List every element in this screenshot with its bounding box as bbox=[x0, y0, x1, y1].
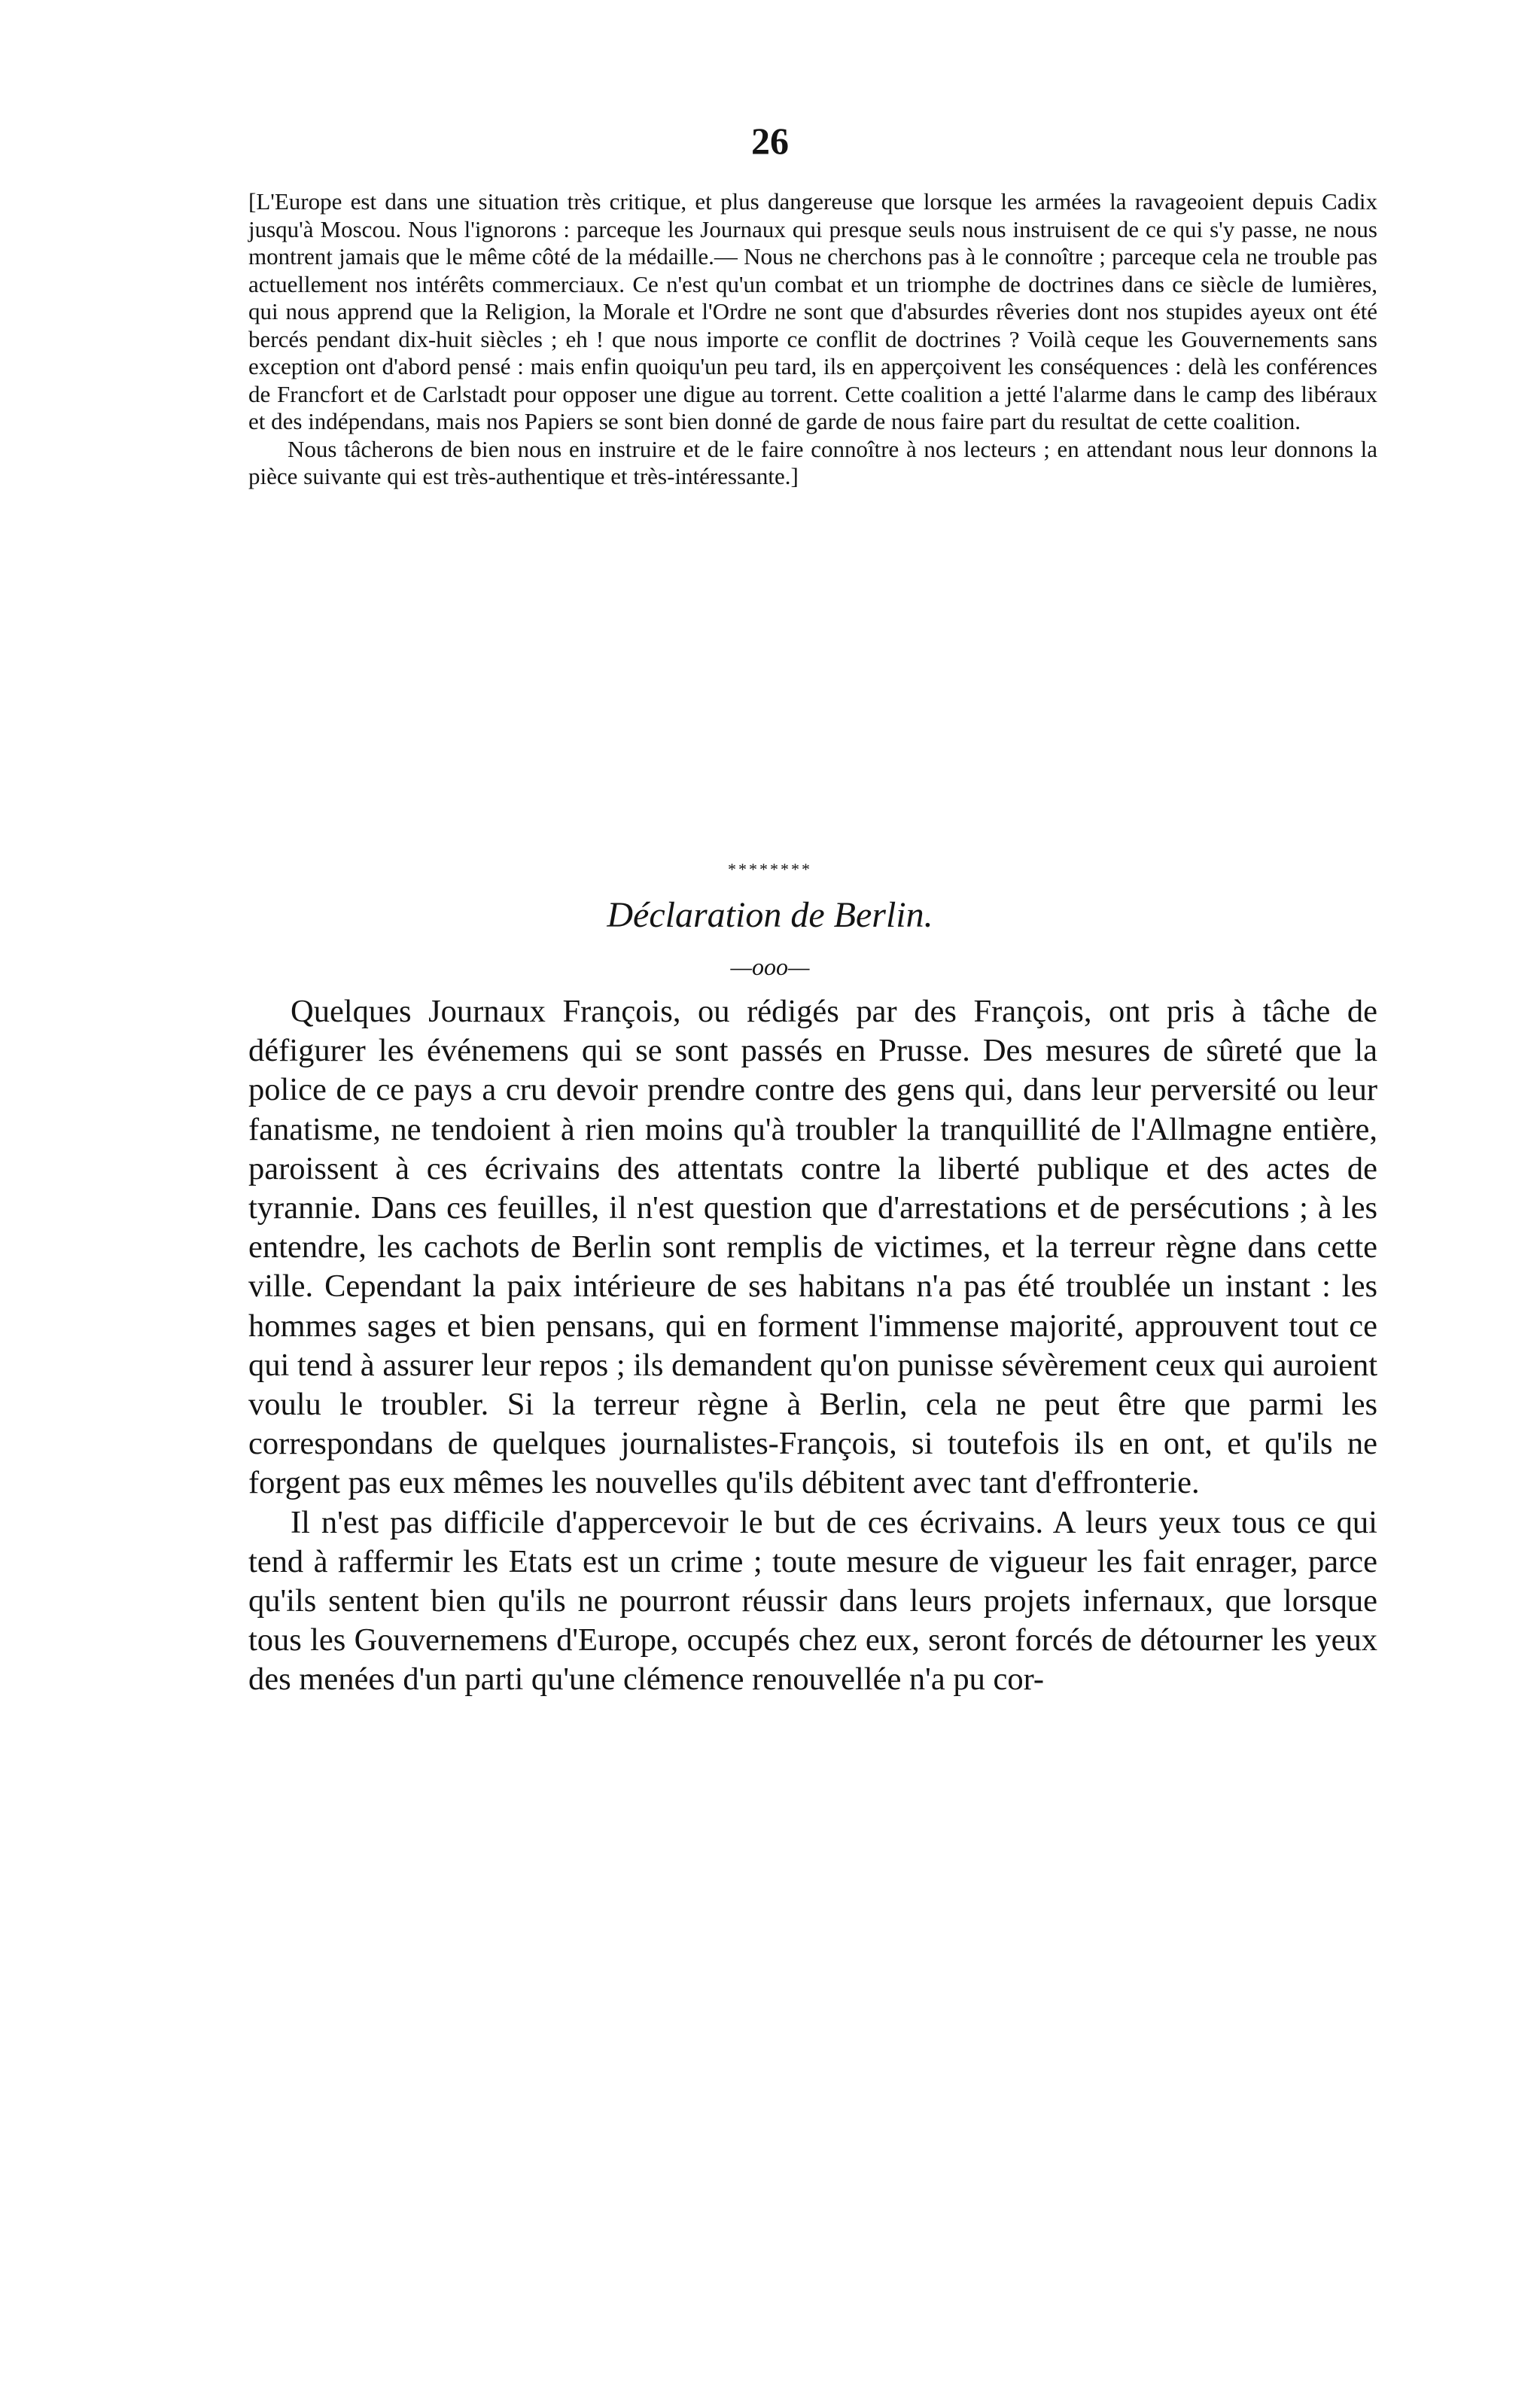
page-number: 26 bbox=[751, 120, 789, 162]
body-paragraph-1: Quelques Journaux François, ou rédigés par des François, ont pris à tâche de défigurer les événemens qui se sont passés en Prusse. Des mesures de sûreté que la police de ce pays a cru devoir prendre contre des gens qui, dans leur perversité ou leur fanatisme, ne tendoient à rien moins qu'à troubler la tranquillité de l'Allmagne entière, paroissent à ces écrivains des attentats contre la liberté publique et des actes de tyrannie. Dans ces feuilles, il n'est question que d'arrestations et de persécutions ; à les entendre, les cachots de Berlin sont remplis de victimes, et la terreur règne dans cette ville. Cependant la paix intérieure de ses habitans n'a pas été troublée un instant : les hommes sages et bien pensans, qui en forment l'immense majorité, approuvent tout ce qui tend à assurer leur repos ; ils demandent qu'on punisse sévèrement ceux qui auroient voulu le troubler. Si la terreur règne à Berlin, cela ne peut être que parmi les correspondans de quelques journalistes-François, si toutefois ils en ont, et qu'ils ne forgent pas eux mêmes les nouvelles qu'ils débitent avec tant d'effronterie. bbox=[248, 994, 1377, 1501]
heading-ornament: —ooo— bbox=[730, 953, 810, 980]
section-ornament: ******** bbox=[728, 860, 812, 879]
body-paragraph-2: Il n'est pas difficile d'appercevoir le but de ces écrivains. A leurs yeux tous ce qui tend à raffermir les Etats est un crime ; toute mesure de vigueur les fait enrager, parce qu'ils sentent bien qu'ils ne pourront réussir dans leurs projets infernaux, que lorsque tous les Gouvernemens d'Europe, occupés chez eux, seront forcés de détourner les yeux des menées d'un parti qu'une clémence renouvellée n'a pu cor- bbox=[248, 1504, 1377, 1698]
section-heading: Déclaration de Berlin. bbox=[607, 895, 933, 935]
declaration-body bbox=[248, 992, 1377, 1700]
intro-paragraph-1: [L'Europe est dans une situation très critique, et plus dangereuse que lorsque les armées la ravageoient depuis Cadix jusqu'à Moscou. Nous l'ignorons : parceque les Journaux qui presque seuls nous instruisent de ce qui s'y passe, ne nous montrent jamais que le même côté de la médaille.— Nous ne cherchons pas à le connoître ; parceque cela ne trouble pas actuellement nos intérêts commerciaux. Ce n'est qu'un combat et un triomphe de doctrines dans ce siècle de lumières, qui nous apprend que la Religion, la Morale et l'Ordre ne sont que d'absurdes rêveries dont nos stupides ayeux ont été bercés pendant dix-huit siècles ; eh ! que nous importe ce conflit de doctrines ? Voilà ceque les Gouvernements sans exception ont d'abord pensé : mais enfin quoiqu'un peu tard, ils en apperçoivent les conséquences : delà les conférences de Francfort et de Carlstadt pour opposer une digue au torrent. Cette coalition a jetté l'alarme dans le camp des libéraux et des indépendans, mais nos Papiers se sont bien donné de garde de nous faire part du resultat de cette coalition. bbox=[248, 188, 1377, 434]
editorial-introduction bbox=[248, 188, 1377, 491]
intro-paragraph-2: Nous tâcherons de bien nous en instruire et de le faire connoître à nos lecteurs ; en attendant nous leur donnons la pièce suivante qui est très-authentique et très-intéressante.] bbox=[248, 435, 1377, 489]
